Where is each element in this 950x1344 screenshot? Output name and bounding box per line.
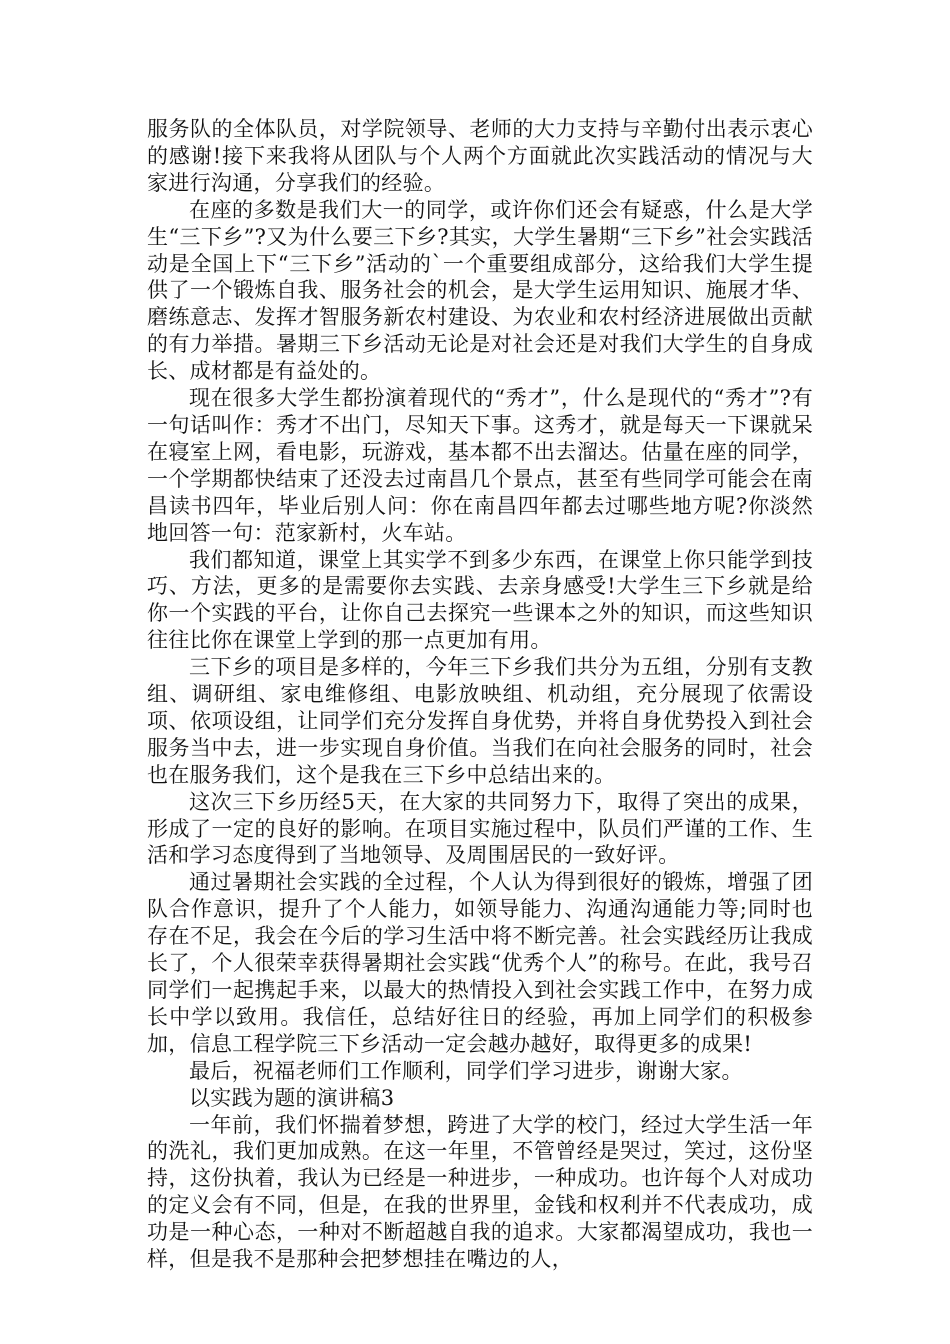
paragraph-5: 三下乡的项目是多样的，今年三下乡我们共分为五组，分别有支教组、调研组、家电维修组、电影放映组、机动组，充分展现了依需设项、依项设组，让同学们充分发挥自身优势，并将自身优势投入到社会服务当中去，进一步实现自身价值。当我们在向社会服务的同时，社会也在服务我们，这个是我在三下乡中总结出来的。 — [147, 655, 813, 787]
paragraph-6: 这次三下乡历经5天，在大家的共同努力下，取得了突出的成果，形成了一定的良好的影响。在项目实施过程中，队员们严谨的工作、生活和学习态度得到了当地领导、及周围居民的一致好评。 — [147, 789, 813, 868]
section-paragraph-1: 一年前，我们怀揣着梦想，跨进了大学的校门，经过大学生活一年的洗礼，我们更加成熟。在这一年里，不管曾经是哭过，笑过，这份坚持，这份执着，我认为已经是一种进步，一种成功。也许每个人对成功的定义会有不同，但是，在我的世界里，金钱和权利并不代表成功，成功是一种心态，一种对不断超越自我的追求。大家都渴望成功，我也一样，但是我不是那种会把梦想挂在嘴边的人， — [147, 1112, 813, 1272]
paragraph-8: 最后，祝福老师们工作顺利，同学们学习进步，谢谢大家。 — [189, 1058, 743, 1083]
section-title: 以实践为题的演讲稿3 — [189, 1085, 395, 1110]
paragraph-1: 服务队的全体队员，对学院领导、老师的大力支持与辛勤付出表示衷心的感谢!接下来我将从团队与个人两个方面就此次实践活动的情况与大家进行沟通，分享我们的经验。 — [147, 117, 813, 195]
paragraph-4: 我们都知道，课堂上其实学不到多少东西，在课堂上你只能学到技巧、方法，更多的是需要你去实践、去亲身感受!大学生三下乡就是给你一个实践的平台，让你自己去探究一些课本之外的知识，而这些知识往往比你在课堂上学到的那一点更加有用。 — [147, 547, 813, 653]
document-body — [147, 116, 813, 1273]
paragraph-3: 现在很多大学生都扮演着现代的“秀才”，什么是现代的“秀才”?有一句话叫作：秀才不出门，尽知天下事。这秀才，就是每天一下课就呆在寝室上网，看电影，玩游戏，基本都不出去溜达。估量在座的同学，一个学期都快结束了还没去过南昌几个景点，甚至有些同学可能会在南昌读书四年，毕业后别人问：你在南昌四年都去过哪些地方呢?你淡然地回答一句：范家新村，火车站。 — [147, 386, 813, 545]
paragraph-2: 在座的多数是我们大一的同学，或许你们还会有疑惑，什么是大学生“三下乡”?又为什么要三下乡?其实，大学生暑期“三下乡”社会实践活动是全国上下“三下乡”活动的`一个重要组成部分，这给我们大学生提供了一个锻炼自我、服务社会的机会，是大学生运用知识、施展才华、磨练意志、发挥才智服务新农村建设、为农业和农村经济进展做出贡献的有力举措。暑期三下乡活动无论是对社会还是对我们大学生的自身成长、成材都是有益处的。 — [147, 197, 813, 384]
paragraph-7: 通过暑期社会实践的全过程，个人认为得到很好的锻炼，增强了团队合作意识，提升了个人能力，如领导能力、沟通沟通能力等;同时也存在不足，我会在今后的学习生活中将不断完善。社会实践经历让我成长了，个人很荣幸获得暑期社会实践“优秀个人”的称号。在此，我号召同学们一起携起手来，以最大的热情投入到社会实践工作中，在努力成长中学以致用。我信任，总结好往日的经验，再加上同学们的积极参加，信息工程学院三下乡活动一定会越办越好，取得更多的成果! — [147, 870, 813, 1056]
